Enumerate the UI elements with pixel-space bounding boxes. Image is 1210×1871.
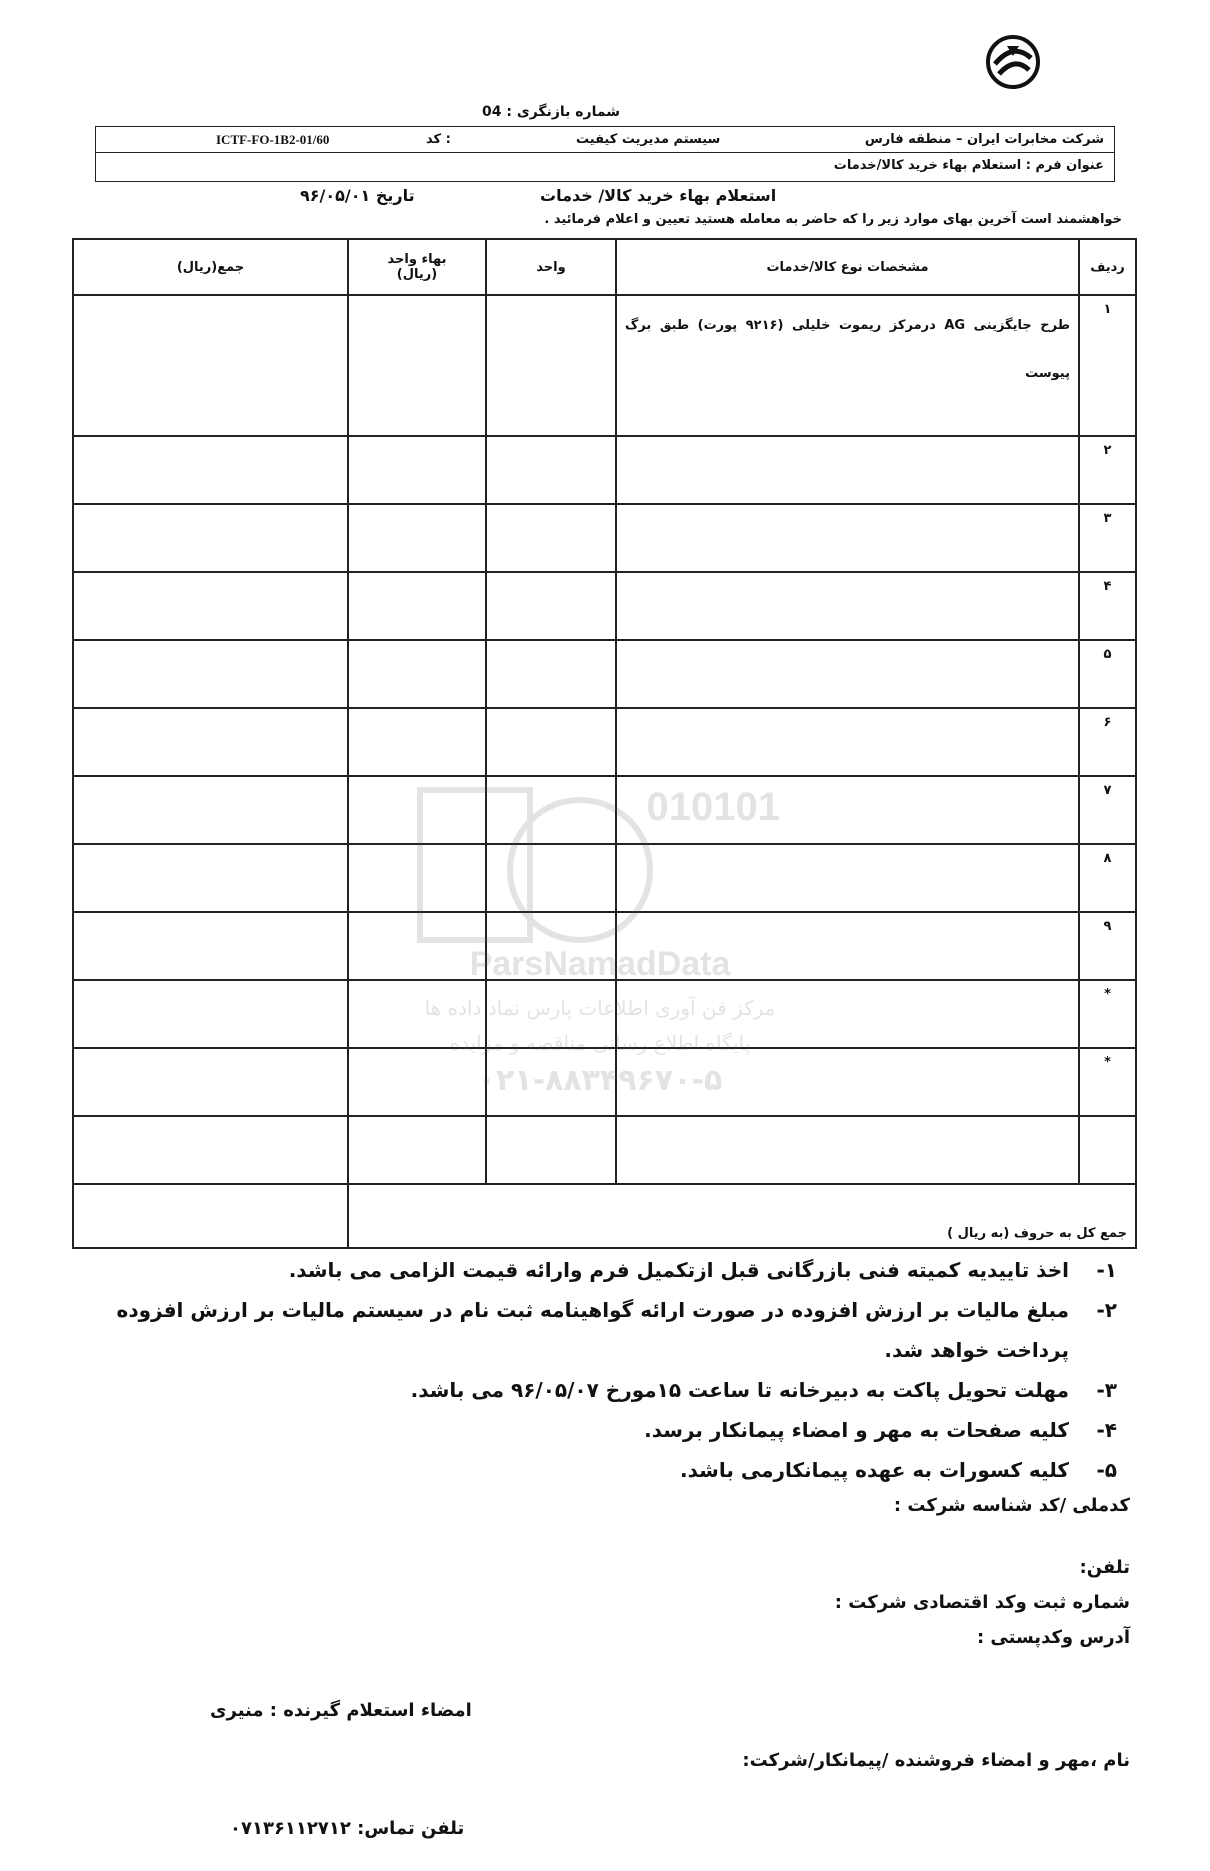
item-total[interactable] <box>73 640 348 708</box>
row-number: ۹ <box>1079 912 1136 980</box>
total-in-words-label: جمع کل به حروف (به ریال ) <box>348 1184 1136 1248</box>
note-item <box>77 1410 1117 1450</box>
item-total[interactable] <box>73 708 348 776</box>
item-description[interactable] <box>616 436 1079 504</box>
item-description: طرح جایگزینی AG درمرکز ریموت خلیلی (۹۲۱۶ پورت) طبق برگ پیوست <box>616 295 1079 436</box>
watermark-line1: مرکز فن آوری اطلاعات پارس نماد داده ها <box>424 996 776 1020</box>
item-description[interactable] <box>616 1116 1079 1184</box>
phone-field[interactable]: تلفن: <box>1079 1557 1130 1578</box>
row-number: * <box>1079 980 1136 1048</box>
row-number: ۷ <box>1079 776 1136 844</box>
item-unit[interactable] <box>486 640 616 708</box>
watermark-logo <box>410 760 790 1100</box>
table-row <box>73 572 1136 640</box>
item-unit[interactable] <box>486 1116 616 1184</box>
item-unit[interactable] <box>486 572 616 640</box>
row-number: * <box>1079 1048 1136 1116</box>
revision-number: شماره بازنگری : 04 <box>482 104 620 120</box>
row-number: ۸ <box>1079 844 1136 912</box>
note-number: ۴- <box>1096 1418 1117 1442</box>
note-text: مهلت تحویل پاکت به دبیرخانه تا ساعت ۱۵مورخ ۹۶/۰۵/۰۷ می باشد. <box>410 1378 1069 1402</box>
company-name: شرکت مخابرات ایران – منطقه فارس <box>864 132 1104 147</box>
contact-phone: تلفن تماس: ۰۷۱۳۶۱۱۲۷۱۲ <box>230 1818 465 1839</box>
item-unit-price[interactable] <box>348 504 486 572</box>
item-total[interactable] <box>73 1048 348 1116</box>
registration-field[interactable]: شماره ثبت وکد اقتصادی شرکت : <box>834 1592 1130 1613</box>
company-logo-icon <box>985 34 1041 90</box>
watermark-digits: 010101 <box>646 785 780 829</box>
code-label: کد : <box>426 132 451 147</box>
note-text: کلیه صفحات به مهر و امضاء پیمانکار برسد. <box>644 1418 1069 1442</box>
total-row <box>73 1184 1136 1248</box>
national-id-field[interactable]: کدملی /کد شناسه شرکت : <box>893 1495 1130 1516</box>
item-total[interactable] <box>73 844 348 912</box>
notes-list <box>77 1250 1117 1490</box>
col-header-row: ردیف <box>1079 239 1136 295</box>
requester-signature: امضاء استعلام گیرنده : منیری <box>210 1700 472 1721</box>
unit-price-currency: (ریال) <box>396 267 438 282</box>
note-number: ۱- <box>1096 1258 1117 1282</box>
note-number: ۳- <box>1096 1378 1117 1402</box>
item-total[interactable] <box>73 436 348 504</box>
item-unit-price[interactable] <box>348 436 486 504</box>
row-number: ۲ <box>1079 436 1136 504</box>
col-header-total: جمع(ریال) <box>73 239 348 295</box>
table-row <box>73 436 1136 504</box>
item-description[interactable] <box>616 504 1079 572</box>
row-number: ۱ <box>1079 295 1136 436</box>
item-total[interactable] <box>73 776 348 844</box>
note-item <box>77 1370 1117 1410</box>
row-number: ۴ <box>1079 572 1136 640</box>
col-header-spec: مشخصات نوع کالا/خدمات <box>616 239 1079 295</box>
request-text: خواهشمند است آخرین بهای موارد زیر را که حاضر به معامله هستید تعیین و اعلام فرمائید . <box>544 212 1122 227</box>
item-total[interactable] <box>73 504 348 572</box>
note-item <box>77 1450 1117 1490</box>
row-number: ۳ <box>1079 504 1136 572</box>
item-unit-price[interactable] <box>348 572 486 640</box>
address-field[interactable]: آدرس وکدپستی : <box>976 1627 1130 1648</box>
note-text: کلیه کسورات به عهده پیمانکارمی باشد. <box>680 1458 1069 1482</box>
form-code: ICTF-FO-1B2-01/60 <box>216 132 330 147</box>
item-description[interactable] <box>616 572 1079 640</box>
vendor-signature-field[interactable]: نام ،مهر و امضاء فروشنده /پیمانکار/شرکت: <box>742 1750 1130 1771</box>
watermark-book-shape <box>420 790 530 940</box>
table-row <box>73 640 1136 708</box>
page-title: استعلام بهاء خرید کالا/ خدمات <box>540 186 777 205</box>
item-unit[interactable] <box>486 436 616 504</box>
watermark-phone: ۰۲۱-۸۸۳۴۹۶۷۰-۵ <box>477 1063 723 1098</box>
form-date: تاریخ ۹۶/۰۵/۰۱ <box>300 186 415 205</box>
row-number: ۵ <box>1079 640 1136 708</box>
item-total[interactable] <box>73 980 348 1048</box>
table-row <box>73 295 1136 436</box>
row-number: ۶ <box>1079 708 1136 776</box>
item-total[interactable] <box>73 912 348 980</box>
table-row <box>73 1116 1136 1184</box>
table-row <box>73 504 1136 572</box>
col-header-unit: واحد <box>486 239 616 295</box>
item-unit[interactable] <box>486 295 616 436</box>
note-item <box>77 1250 1117 1290</box>
item-unit-price[interactable] <box>348 295 486 436</box>
note-text: اخذ تاییدیه کمیته فنی بازرگانی قبل ازتکمیل فرم وارائه قیمت الزامی می باشد. <box>288 1258 1069 1282</box>
unit-price-label: بهاء واحد <box>387 252 447 267</box>
item-unit-price[interactable] <box>348 1116 486 1184</box>
item-description[interactable] <box>616 640 1079 708</box>
watermark-brand: ParsNamadData <box>469 945 731 983</box>
note-item <box>77 1290 1117 1370</box>
watermark-line2: پایگاه اطلاع رسانی مناقصه و مزایده <box>449 1031 751 1055</box>
note-text: مبلغ مالیات بر ارزش افزوده در صورت ارائه گواهینامه ثبت نام در سیستم مالیات بر ارزش افزوده پرداخت خواهد شد. <box>116 1298 1069 1362</box>
item-total[interactable] <box>73 572 348 640</box>
item-total[interactable] <box>73 295 348 436</box>
grand-total[interactable] <box>73 1184 348 1248</box>
form-title: عنوان فرم : استعلام بهاء خرید کالا/خدمات <box>833 158 1104 173</box>
note-number: ۵- <box>1096 1458 1117 1482</box>
form-header-box <box>95 126 1115 182</box>
item-unit[interactable] <box>486 504 616 572</box>
note-number: ۲- <box>1096 1298 1117 1322</box>
item-total[interactable] <box>73 1116 348 1184</box>
quality-system: سیستم مدیریت کیفیت <box>576 132 721 147</box>
table-header-row <box>73 239 1136 295</box>
row-number <box>1079 1116 1136 1184</box>
item-unit-price[interactable] <box>348 640 486 708</box>
col-header-unit-price <box>348 239 486 295</box>
